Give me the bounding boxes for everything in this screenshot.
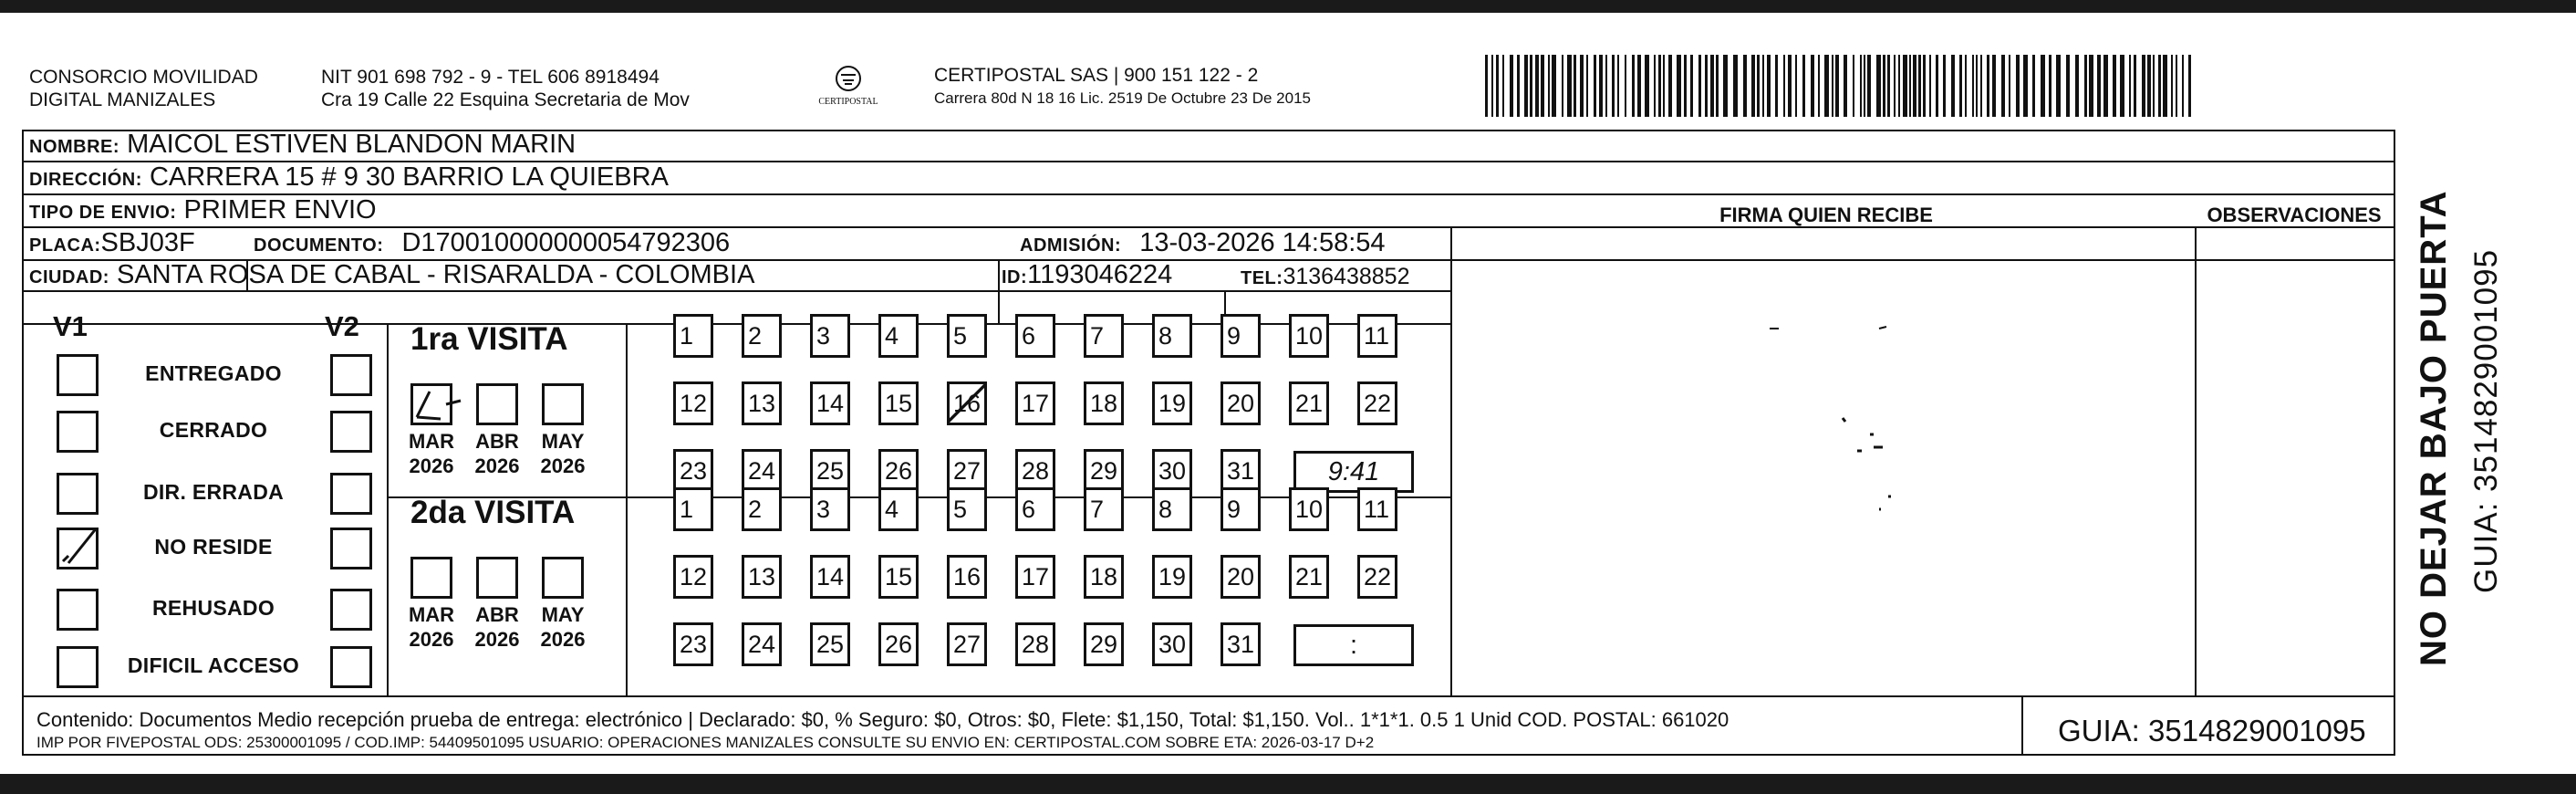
month-checkbox[interactable] xyxy=(410,383,452,425)
barcode-bar xyxy=(1898,55,1900,117)
status-option-label: NO RESIDE xyxy=(154,535,273,559)
barcode-bar xyxy=(1894,55,1896,117)
barcode-bar xyxy=(1976,55,1978,117)
day-box[interactable]: 17 xyxy=(1015,381,1055,425)
barcode-bar xyxy=(2066,55,2070,117)
barcode-bar xyxy=(1723,55,1728,117)
observaciones-header: OBSERVACIONES xyxy=(2207,204,2382,226)
barcode-bar xyxy=(1517,55,1520,117)
day-box[interactable]: 30 xyxy=(1152,622,1192,666)
day-box[interactable]: 9 xyxy=(1220,314,1261,358)
day-box[interactable]: 31 xyxy=(1220,449,1261,493)
barcode-bar xyxy=(1580,55,1584,117)
month-year: 2026 xyxy=(409,628,454,651)
footer-contenido: Contenido: Documentos Medio recepción prueba de entrega: electrónico | Declarado: $0, % Seguro: $0, Otros: $0, Flete: $1,150, Total: $1,150. Vol.. 1*1*1. 0.5 1 Unid COD. POSTAL: 661020 xyxy=(36,708,1729,731)
tipo-envio-label: TIPO DE ENVIO: xyxy=(29,203,177,223)
month-checkbox[interactable] xyxy=(476,557,518,599)
day-box[interactable]: 10 xyxy=(1289,314,1329,358)
barcode-bar xyxy=(1663,55,1665,117)
barcode-bar xyxy=(1668,55,1672,117)
barcode-bar xyxy=(2089,55,2093,117)
barcode-bar xyxy=(1980,55,1982,117)
month-checkbox[interactable] xyxy=(476,383,518,425)
day-box[interactable]: 16 xyxy=(947,555,987,599)
month-year: 2026 xyxy=(540,628,586,651)
barcode-bar xyxy=(1959,55,1962,117)
barcode-bar xyxy=(1883,55,1885,117)
barcode-bar xyxy=(1775,55,1778,117)
day-box[interactable]: 12 xyxy=(673,555,713,599)
nombre-row xyxy=(29,130,576,162)
month-year: 2026 xyxy=(409,454,454,477)
day-box[interactable]: 5 xyxy=(947,487,987,531)
barcode-bar xyxy=(1767,55,1771,117)
month-name: ABR xyxy=(475,430,519,453)
day-box[interactable]: 3 xyxy=(810,487,850,531)
barcode-bar xyxy=(1887,55,1890,117)
sender-nit: NIT 901 698 792 - 9 - TEL 606 8918494 xyxy=(321,67,660,88)
month-name: MAY xyxy=(541,603,585,626)
barcode-bar xyxy=(1853,55,1854,117)
check-mark-icon xyxy=(413,386,477,423)
barcode-bar xyxy=(1548,55,1550,117)
barcode-bar xyxy=(2113,55,2116,117)
day-box[interactable]: 28 xyxy=(1015,622,1055,666)
sender-name-line-1: CONSORCIO MOVILIDAD xyxy=(29,67,258,88)
barcode-bar xyxy=(1965,55,1967,117)
day-box[interactable]: 3 xyxy=(810,314,850,358)
barcode-bar xyxy=(1795,55,1797,117)
v1-checkbox[interactable] xyxy=(57,411,99,453)
nombre-label: NOMBRE: xyxy=(29,137,120,157)
day-box[interactable]: 15 xyxy=(878,381,919,425)
barcode-bar xyxy=(2041,55,2045,117)
day-box[interactable]: 8 xyxy=(1152,314,1192,358)
day-box[interactable]: 22 xyxy=(1357,555,1397,599)
barcode-bar xyxy=(1491,55,1493,117)
barcode-bar xyxy=(2176,55,2177,117)
ciudad-value: SANTA ROSA DE CABAL - RISARALDA - COLOMBIA xyxy=(117,260,755,289)
barcode-bar xyxy=(1599,55,1603,117)
barcode-bar xyxy=(1743,55,1747,117)
status-option-label: REHUSADO xyxy=(151,596,275,620)
visit-title: 1ra VISITA xyxy=(410,321,568,357)
day-box[interactable]: 5 xyxy=(947,314,987,358)
month-label xyxy=(404,602,459,652)
courier-address: Carrera 80d N 18 16 Lic. 2519 De Octubre 23 De 2015 xyxy=(934,89,1311,107)
day-box[interactable]: 7 xyxy=(1084,314,1124,358)
day-box[interactable]: 15 xyxy=(878,555,919,599)
ciudad-label: CIUDAD: xyxy=(29,267,109,287)
scan-edge-bottom xyxy=(0,774,2576,794)
barcode-bar xyxy=(1929,55,1931,117)
id-value: 1193046224 xyxy=(1027,260,1173,289)
status-option-label: DIR. ERRADA xyxy=(142,480,285,504)
admision-value: 13-03-2026 14:58:54 xyxy=(1139,228,1386,257)
barcode-bar xyxy=(1552,55,1556,117)
barcode-bar xyxy=(1612,55,1615,117)
day-box[interactable]: 21 xyxy=(1289,555,1329,599)
barcode-bar xyxy=(2001,55,2005,117)
barcode-bar xyxy=(1835,55,1839,117)
day-box[interactable]: 30 xyxy=(1152,449,1192,493)
v1-label: V1 xyxy=(53,310,88,342)
v1-checkbox[interactable] xyxy=(57,473,99,515)
barcode-bar xyxy=(1637,55,1641,117)
barcode-bar xyxy=(2120,55,2124,117)
month-name: ABR xyxy=(475,603,519,626)
day-box[interactable]: 23 xyxy=(673,449,713,493)
barcode-bar xyxy=(1943,55,1946,117)
day-box[interactable]: 14 xyxy=(810,555,850,599)
side-notice: NO DEJAR BAJO PUERTA xyxy=(2414,190,2454,666)
sender-name-line-2: DIGITAL MANIZALES xyxy=(29,89,216,110)
month-label xyxy=(535,602,590,652)
day-box[interactable]: 11 xyxy=(1357,314,1397,358)
tel-row xyxy=(1241,262,1409,294)
day-box[interactable]: 6 xyxy=(1015,314,1055,358)
barcode-bar xyxy=(1751,55,1755,117)
barcode-bar xyxy=(1645,55,1649,117)
day-box[interactable]: 2 xyxy=(742,487,782,531)
day-box[interactable]: 13 xyxy=(742,381,782,425)
barcode-bar xyxy=(1783,55,1785,117)
barcode-bar xyxy=(2016,55,2020,117)
visit-time-field[interactable]: : xyxy=(1293,624,1414,666)
footer-imp: IMP POR FIVEPOSTAL ODS: 25300001095 / COD.IMP: 54409501095 USUARIO: OPERACIONES MANIZALES CONSULTE SU ENVIO EN: CERTIPOSTAL.COM SOBRE ETA: 2026-03-17 D+2 xyxy=(36,734,1375,751)
barcode-bar xyxy=(1562,55,1563,117)
day-box[interactable]: 23 xyxy=(673,622,713,666)
barcode-bar xyxy=(1992,55,1996,117)
day-box[interactable]: 20 xyxy=(1220,381,1261,425)
day-box[interactable]: 22 xyxy=(1357,381,1397,425)
direccion-value: CARRERA 15 # 9 30 BARRIO LA QUIEBRA xyxy=(149,162,669,192)
barcode-bar xyxy=(1535,55,1539,117)
barcode-bar xyxy=(2147,55,2151,117)
barcode-bar xyxy=(2153,55,2155,117)
day-box[interactable]: 10 xyxy=(1289,487,1329,531)
sender-contact xyxy=(321,66,690,111)
barcode-bar xyxy=(1802,55,1805,117)
day-box[interactable]: 6 xyxy=(1015,487,1055,531)
day-box[interactable]: 7 xyxy=(1084,487,1124,531)
barcode-bar xyxy=(1918,55,1921,117)
barcode-bar xyxy=(1632,55,1635,117)
barcode-bar xyxy=(1658,55,1661,117)
barcode-bar xyxy=(2171,55,2173,117)
month-year: 2026 xyxy=(540,454,586,477)
courier-logo-text: CERTIPOSTAL xyxy=(818,97,878,107)
direccion-row xyxy=(29,162,669,195)
day-box[interactable]: 4 xyxy=(878,314,919,358)
barcode-bar xyxy=(2056,55,2061,117)
day-box[interactable]: 4 xyxy=(878,487,919,531)
barcode-bar xyxy=(1586,55,1588,117)
documento-value: D170010000000054792306 xyxy=(401,228,731,257)
side-guia: GUIA: 3514829001095 xyxy=(2468,248,2504,593)
v2-checkbox[interactable] xyxy=(330,354,372,396)
barcode-bar xyxy=(1876,55,1881,117)
tel-label: TEL: xyxy=(1241,268,1283,288)
barcode-bar xyxy=(1824,55,1829,117)
v2-checkbox[interactable] xyxy=(330,589,372,631)
day-box[interactable]: 20 xyxy=(1220,555,1261,599)
barcode-bar xyxy=(1574,55,1576,117)
barcode-bar xyxy=(1909,55,1911,117)
day-box[interactable]: 21 xyxy=(1289,381,1329,425)
visit-title: 2da VISITA xyxy=(410,495,576,530)
barcode-bar xyxy=(1860,55,1862,117)
barcode-bar xyxy=(1733,55,1738,117)
day-box[interactable]: 19 xyxy=(1152,555,1192,599)
barcode-bar xyxy=(1594,55,1596,117)
barcode-bar xyxy=(1844,55,1847,117)
day-box[interactable]: 27 xyxy=(947,449,987,493)
barcode-bar xyxy=(2134,55,2136,117)
barcode-bar xyxy=(1788,55,1792,117)
month-label xyxy=(535,429,590,478)
day-box[interactable]: 24 xyxy=(742,449,782,493)
month-name: MAR xyxy=(408,430,455,453)
day-box[interactable]: 1 xyxy=(673,487,713,531)
day-box[interactable]: 26 xyxy=(878,622,919,666)
barcode-bar xyxy=(1762,55,1764,117)
month-checkbox[interactable] xyxy=(542,557,584,599)
day-box[interactable]: 31 xyxy=(1220,622,1261,666)
placa-label: PLACA: xyxy=(29,235,101,256)
barcode xyxy=(1485,55,2200,117)
month-name: MAR xyxy=(408,603,455,626)
scan-edge-top xyxy=(0,0,2576,13)
tel-value: 3136438852 xyxy=(1283,264,1410,289)
barcode-bar xyxy=(1903,55,1907,117)
barcode-bar xyxy=(2142,55,2145,117)
barcode-bar xyxy=(1987,55,1989,117)
month-label xyxy=(470,602,525,652)
status-option-label: DIFICIL ACCESO xyxy=(127,653,300,677)
day-box[interactable]: 2 xyxy=(742,314,782,358)
day-box[interactable]: 25 xyxy=(810,622,850,666)
day-box[interactable]: 19 xyxy=(1152,381,1192,425)
placa-row xyxy=(29,228,195,261)
day-box[interactable]: 18 xyxy=(1084,555,1124,599)
barcode-bar xyxy=(1698,55,1701,117)
barcode-bar xyxy=(1654,55,1656,117)
barcode-bar xyxy=(2188,55,2191,117)
barcode-bar xyxy=(2009,55,2010,117)
barcode-bar xyxy=(1913,55,1916,117)
day-box[interactable]: 26 xyxy=(878,449,919,493)
barcode-bar xyxy=(1864,55,1865,117)
day-box[interactable]: 12 xyxy=(673,381,713,425)
barcode-bar xyxy=(2032,55,2035,117)
barcode-bar xyxy=(1617,55,1619,117)
barcode-bar xyxy=(1716,55,1719,117)
month-checkbox[interactable] xyxy=(410,557,452,599)
barcode-bar xyxy=(2129,55,2131,117)
courier-name: CERTIPOSTAL SAS | 900 151 122 - 2 xyxy=(934,65,1259,86)
month-year: 2026 xyxy=(474,454,520,477)
direccion-label: DIRECCIÓN: xyxy=(29,170,142,190)
v2-checkbox[interactable] xyxy=(330,411,372,453)
barcode-bar xyxy=(1567,55,1572,117)
barcode-bar xyxy=(2075,55,2079,117)
admision-label: ADMISIÓN: xyxy=(1020,235,1122,256)
day-box[interactable]: 14 xyxy=(810,381,850,425)
footer-guia: GUIA: 3514829001095 xyxy=(2058,714,2366,747)
v2-checkbox[interactable] xyxy=(330,646,372,688)
v2-label: V2 xyxy=(325,310,359,342)
courier-logo-icon xyxy=(812,60,885,111)
barcode-bar xyxy=(1757,55,1760,117)
barcode-bar xyxy=(2049,55,2051,117)
day-box[interactable]: 29 xyxy=(1084,622,1124,666)
barcode-bar xyxy=(1811,55,1814,117)
day-box[interactable]: 13 xyxy=(742,555,782,599)
sender-address: Cra 19 Calle 22 Esquina Secretaria de Mov xyxy=(321,89,690,110)
day-box[interactable]: 29 xyxy=(1084,449,1124,493)
barcode-bar xyxy=(1625,55,1626,117)
barcode-bar xyxy=(1923,55,1926,117)
courier-info xyxy=(934,64,1311,110)
v1-checkbox[interactable] xyxy=(57,646,99,688)
id-label: ID: xyxy=(1002,267,1028,287)
barcode-bar xyxy=(1684,55,1687,117)
barcode-bar xyxy=(2103,55,2108,117)
barcode-bar xyxy=(1867,55,1871,117)
barcode-bar xyxy=(1541,55,1544,117)
day-box[interactable]: 27 xyxy=(947,622,987,666)
month-checkbox[interactable] xyxy=(542,383,584,425)
id-row xyxy=(1002,260,1172,293)
barcode-bar xyxy=(1690,55,1693,117)
day-box[interactable]: 11 xyxy=(1357,487,1397,531)
month-label xyxy=(470,429,525,478)
barcode-bar xyxy=(1510,55,1513,117)
visit-time-field[interactable]: 9:41 xyxy=(1293,451,1414,493)
nombre-value: MAICOL ESTIVEN BLANDON MARIN xyxy=(127,130,576,159)
barcode-bar xyxy=(1677,55,1681,117)
barcode-bar xyxy=(1705,55,1708,117)
month-year: 2026 xyxy=(474,628,520,651)
day-box[interactable]: 24 xyxy=(742,622,782,666)
v1-checkbox[interactable] xyxy=(57,589,99,631)
barcode-bar xyxy=(1524,55,1528,117)
barcode-bar xyxy=(2163,55,2167,117)
barcode-bar xyxy=(1972,55,1974,117)
v2-checkbox[interactable] xyxy=(330,473,372,515)
v1-checkbox[interactable] xyxy=(57,528,99,569)
barcode-bar xyxy=(2097,55,2101,117)
day-box[interactable]: 25 xyxy=(810,449,850,493)
month-name: MAY xyxy=(541,430,585,453)
barcode-bar xyxy=(1502,55,1504,117)
tipo-envio-value: PRIMER ENVIO xyxy=(183,195,377,225)
month-label xyxy=(404,429,459,478)
status-option-label: ENTREGADO xyxy=(145,361,282,385)
barcode-bar xyxy=(2182,55,2184,117)
barcode-bar xyxy=(1496,55,1499,117)
day-box[interactable]: 8 xyxy=(1152,487,1192,531)
day-box[interactable]: 17 xyxy=(1015,555,1055,599)
barcode-bar xyxy=(1530,55,1532,117)
ciudad-row xyxy=(29,260,754,293)
documento-label: DOCUMENTO: xyxy=(254,235,384,256)
sender-name xyxy=(29,66,258,111)
day-box[interactable]: 9 xyxy=(1220,487,1261,531)
barcode-bar xyxy=(1832,55,1833,117)
admision-row xyxy=(1020,228,1386,261)
day-box[interactable]: 16 xyxy=(947,381,987,425)
barcode-bar xyxy=(1936,55,1938,117)
day-box[interactable]: 1 xyxy=(673,314,713,358)
courier-logo xyxy=(812,60,885,111)
barcode-bar xyxy=(2158,55,2161,117)
tipo-envio-row xyxy=(29,195,377,228)
documento-row xyxy=(254,228,730,261)
barcode-bar xyxy=(1710,55,1714,117)
v1-checkbox[interactable] xyxy=(57,354,99,396)
barcode-bar xyxy=(1951,55,1955,117)
barcode-bar xyxy=(2084,55,2087,117)
placa-value: SBJ03F xyxy=(100,228,195,257)
check-mark-icon xyxy=(59,530,96,567)
barcode-bar xyxy=(1605,55,1607,117)
day-box[interactable]: 18 xyxy=(1084,381,1124,425)
barcode-bar xyxy=(1818,55,1820,117)
day-box[interactable]: 28 xyxy=(1015,449,1055,493)
v2-checkbox[interactable] xyxy=(330,528,372,569)
signature-marks xyxy=(1733,310,1970,584)
firma-header: FIRMA QUIEN RECIBE xyxy=(1719,204,1933,226)
barcode-bar xyxy=(1485,55,1488,117)
status-option-label: CERRADO xyxy=(159,418,268,442)
barcode-bar xyxy=(2023,55,2028,117)
